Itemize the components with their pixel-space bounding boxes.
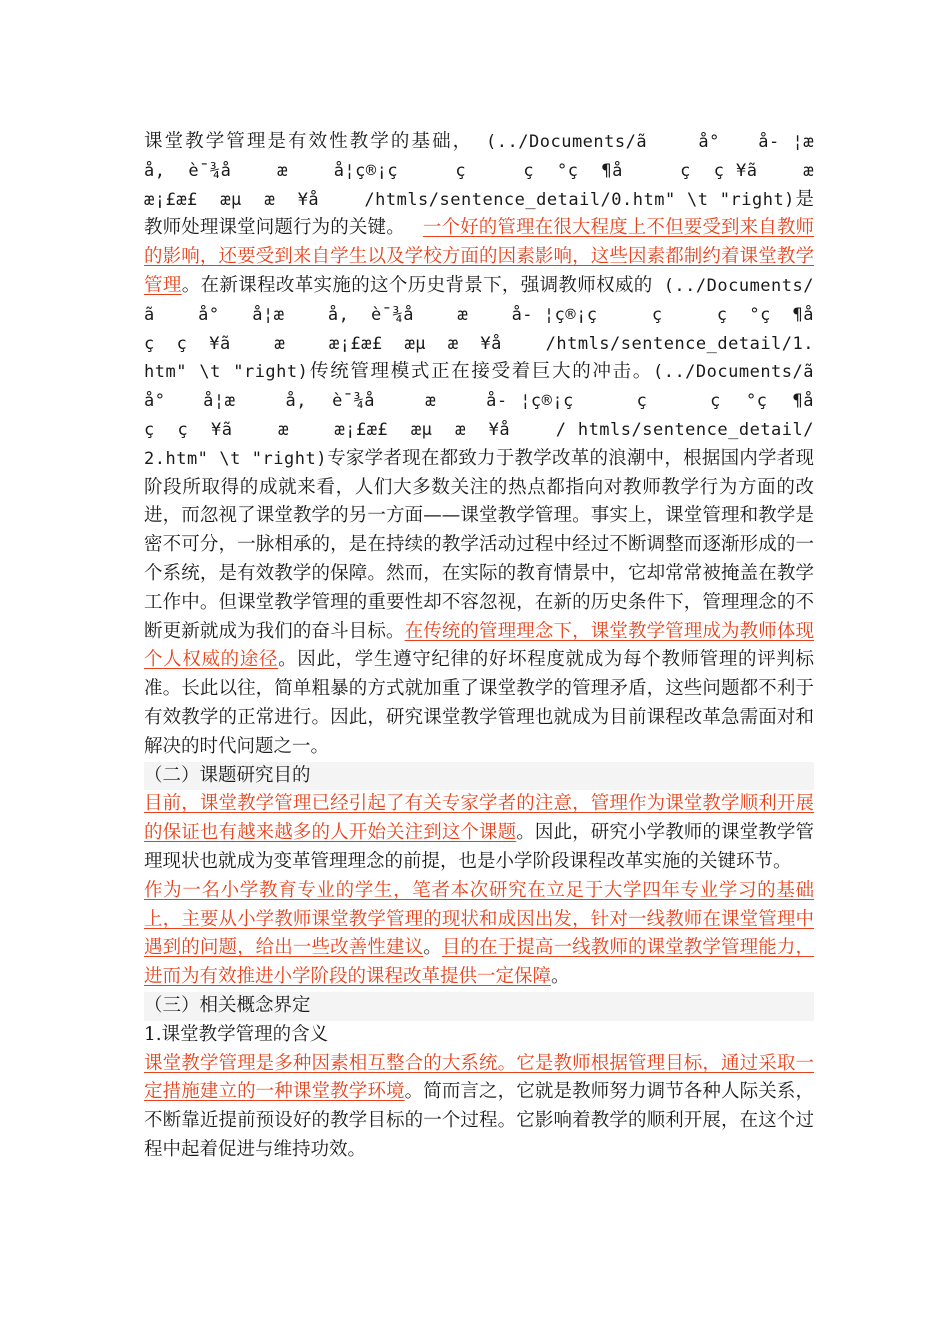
highlighted-sentence[interactable]: 目的在于提高一线教师的课堂教学管理能力，进而为有效推进小学阶段的课程改革提供一定保障	[144, 937, 814, 988]
text-run: 。在新课程改革实施的这个历史背景下，强调教师权威的	[181, 274, 653, 296]
text-run: 课堂教学管理是有效性教学的基础，	[144, 131, 474, 152]
section-heading: （二）课题研究目的	[144, 762, 814, 791]
paragraph-background	[144, 128, 868, 762]
highlighted-sentence[interactable]: 目前，课堂教学管理已经引起了有关专家学者的注意，管理作为课堂教学顺利开展的保证也有越来越多的人开始关注到这个课题	[144, 793, 814, 844]
broken-hyperlink[interactable]: (../Documents/ã å° å- ¦æ å, è¯¾å æ å¦ç®¡ç ç ç °ç ¶å ç ç ¥ã æ æ¡£æ£ æµ æ ¥å /htmls/sentence_detail/0.htm" \t "right)	[144, 132, 857, 210]
broken-hyperlink[interactable]: (../Documents/ã å° å¦æ å, è¯¾å æ å- ¦ç®¡ç ç ç °ç ¶å ç ç ¥ã æ æ¡£æ£ æµ æ ¥å /htmls/sentence_detail/1.htm" \t "right)	[144, 275, 868, 383]
subsection-heading: 1.课堂教学管理的含义	[144, 1023, 329, 1045]
text-run: 是教师处理课堂问题行为的关键。	[144, 188, 814, 239]
document-body	[144, 128, 868, 1165]
text-run: 。因此，学生遵守纪律的好坏程度就成为每个教师管理的评判标准。长此以往，简单粗暴的方式就加重了课堂教学的管理矛盾，这些问题都不利于有效教学的正常进行。因此，研究课堂教学管理也就成为目前课程改革急需面对和解决的时代问题之一。	[144, 649, 814, 757]
paragraph-purpose-2	[144, 877, 814, 992]
text-run: 。	[423, 937, 442, 959]
text-run: 传统管理模式正在接受着巨大的冲击。	[308, 361, 653, 383]
highlighted-sentence[interactable]: 作为一名小学教育专业的学生，笔者本次研究在立足于大学四年专业学习的基础上，主要从小学教师课堂教学管理的现状和成因出发，针对一线教师在课堂管理中遇到的问题，给出一些改善性建议	[144, 879, 814, 959]
paragraph-definition	[144, 1050, 814, 1165]
highlighted-sentence[interactable]: 一个好的管理在很大程度上不但要受到来自教师的影响，还要受到来自学生以及学校方面的因素影响，这些因素都制约着课堂教学管理	[144, 217, 814, 296]
paragraph-purpose	[144, 790, 814, 876]
highlighted-sentence[interactable]: 课堂教学管理是多种因素相互整合的大系统。它是教师根据管理目标，通过采取一定措施建立的一种课堂教学环境	[144, 1052, 814, 1103]
section-heading: （三）相关概念界定	[144, 992, 814, 1021]
text-run: 。	[551, 966, 570, 988]
text-run: 。简而言之，它就是教师努力调节各种人际关系，不断靠近提前预设好的教学目标的一个过程。它影响着教学的顺利开展，在这个过程中起着促进与维持功效。	[144, 1081, 814, 1160]
text-run: 。因此，研究小学教师的课堂教学管理现状也就成为变革管理理念的前提，也是小学阶段课程改革实施的关键环节。	[144, 822, 814, 872]
text-run: 专家学者现在都致力于教学改革的浪潮中，根据国内学者现阶段所取得的成就来看，人们大多数关注的热点都指向对教师教学行为方面的改进，而忽视了课堂教学的另一方面——课堂教学管理。事实上，课堂管理和教学是密不可分，一脉相承的，是在持续的教学活动过程中经过不断调整而逐渐形成的一个系统，是有效教学的保障。然而，在实际的教育情景中，它却常常被掩盖在教学工作中。但课堂教学管理的重要性却不容忽视，在新的历史条件下，管理理念的不断更新就成为我们的奋斗目标。	[144, 447, 814, 642]
broken-hyperlink[interactable]: (../Documents/ã å° å¦æ å, è¯¾å æ å- ¦ç®¡ç ç ç °ç ¶å ç ç ¥ã æ æ¡£æ£ æµ æ ¥å / htmls/sentence_detail/2.htm" \t "right)	[144, 362, 868, 469]
highlighted-sentence[interactable]: 在传统的管理理念下，课堂教学管理成为教师体现个人权威的途径	[144, 620, 814, 671]
